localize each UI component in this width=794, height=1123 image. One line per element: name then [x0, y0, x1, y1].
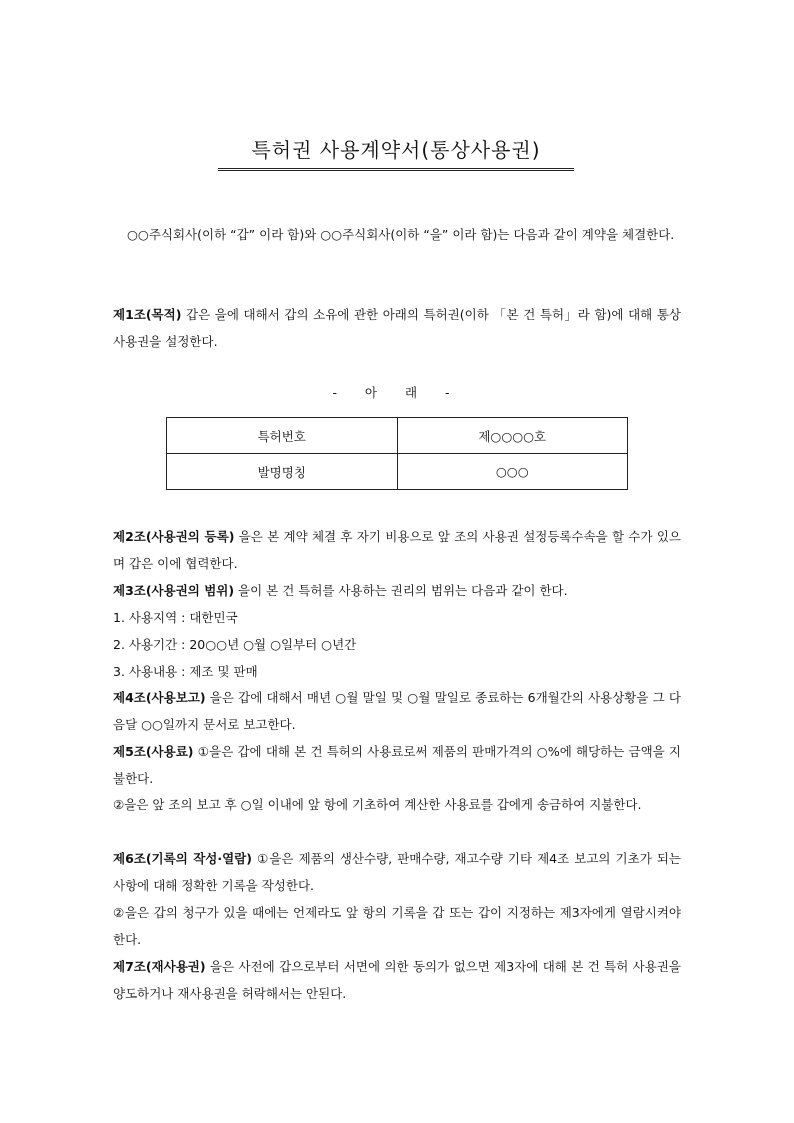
- article-6-paragraph-2: ②을은 갑의 청구가 있을 때에는 언제라도 앞 항의 기록을 갑 또는 갑이 지정하는 제3자에게 열람시켜야 한다.: [113, 905, 681, 947]
- article-5-text: ①을은 갑에 대해 본 건 특허의 사용료로써 제품의 판매가격의 ○%에 해당하는 금액을 지불한다.: [113, 744, 681, 786]
- article-3-item-1: 1. 사용지역 : 대한민국: [113, 610, 238, 625]
- article-1-heading: 제1조(목적): [113, 307, 182, 322]
- article-4: [113, 684, 681, 738]
- article-5-heading: 제5조(사용료): [113, 744, 194, 759]
- table-cell-value: ○○○: [397, 454, 628, 490]
- article-1-text: 갑은 을에 대해서 갑의 소유에 관한 아래의 특허권(이하 「본 건 특허」라 함)에 대해 통상사용권을 설정한다.: [113, 307, 681, 349]
- article-7-heading: 제7조(재사용권): [113, 959, 206, 974]
- article-3-item-2: 2. 사용기간 : 20○○년 ○월 ○일부터 ○년간: [113, 637, 357, 652]
- table-cell-label: 특허번호: [167, 418, 398, 454]
- table-row: [167, 418, 628, 454]
- article-2: [113, 523, 681, 577]
- article-5: [113, 738, 681, 792]
- article-2-text: 을은 본 계약 체결 후 자기 비용으로 앞 조의 사용권 설정등록수속을 할 수가 있으며 갑은 이에 협력한다.: [113, 529, 681, 571]
- intro-paragraph: ○○주식회사(이하 “갑” 이라 함)와 ○○주식회사(이하 “을” 이라 함)는 다음과 같이 계약을 체결한다.: [127, 227, 675, 242]
- table-cell-value: 제○○○○호: [397, 418, 628, 454]
- article-3-heading: 제3조(사용권의 범위): [113, 583, 235, 598]
- table-row: [167, 454, 628, 490]
- article-5-paragraph-2: ②을은 앞 조의 보고 후 ○일 이내에 앞 항에 기초하여 계산한 사용료를 갑에게 송금하여 지불한다.: [113, 797, 642, 812]
- article-6-heading: 제6조(기록의 작성·열람): [113, 851, 252, 866]
- document-title: 특허권 사용계약서(통상사용권): [218, 134, 574, 171]
- article-4-text: 을은 갑에 대해서 매년 ○월 말일 및 ○월 말일로 종료하는 6개월간의 사용상황을 그 다음달 ○○일까지 문서로 보고한다.: [113, 690, 681, 732]
- article-7-text: 을은 사전에 갑으로부터 서면에 의한 동의가 없으면 제3자에 대해 본 건 특허 사용권을 양도하거나 재사용권을 허락해서는 안된다.: [113, 959, 681, 1001]
- patent-info-table: [166, 417, 628, 490]
- article-7: [113, 953, 681, 1007]
- article-6-text: ①을은 제품의 생산수량, 판매수량, 재고수량 기타 제4조 보고의 기초가 되는 사항에 대해 정확한 기록을 작성한다.: [113, 851, 681, 893]
- article-4-heading: 제4조(사용보고): [113, 690, 206, 705]
- table-cell-label: 발명명칭: [167, 454, 398, 490]
- article-6: [113, 845, 681, 899]
- below-label: - 아 래 -: [332, 385, 462, 400]
- article-3: [113, 577, 681, 604]
- article-1: [113, 301, 681, 355]
- article-3-text: 을이 본 건 특허를 사용하는 권리의 범위는 다음과 같이 한다.: [234, 583, 568, 598]
- article-3-item-3: 3. 사용내용 : 제조 및 판매: [113, 664, 258, 679]
- article-2-heading: 제2조(사용권의 등록): [113, 529, 235, 544]
